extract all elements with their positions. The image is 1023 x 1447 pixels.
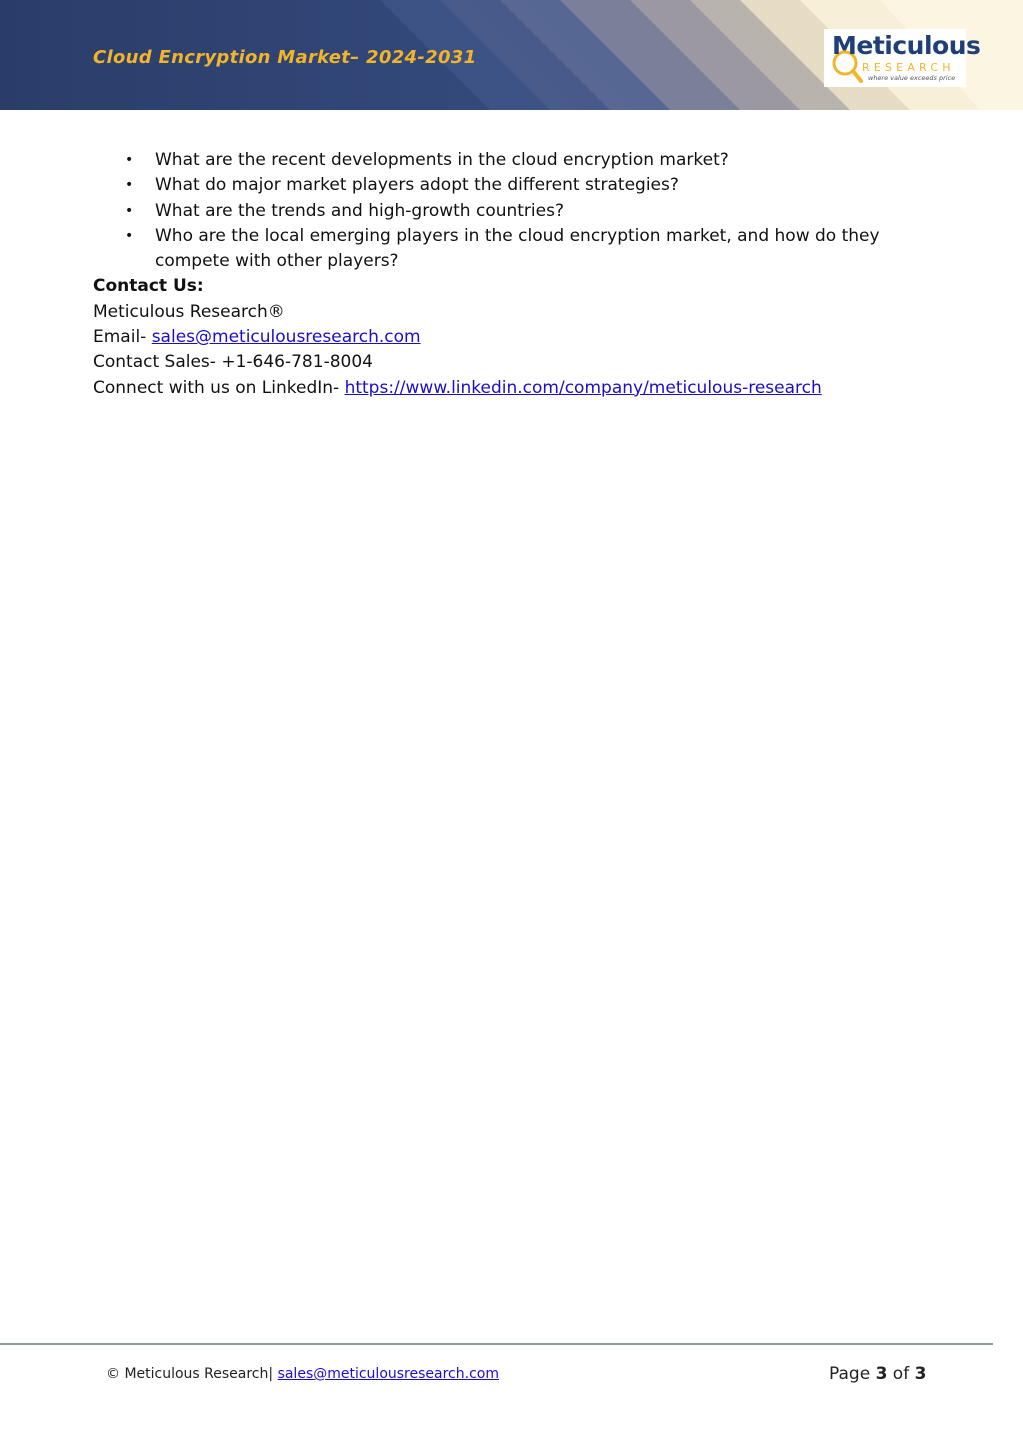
question-list bbox=[93, 148, 933, 274]
page-current: 3 bbox=[875, 1364, 888, 1384]
bullet-icon: • bbox=[125, 227, 134, 244]
of-word: of bbox=[887, 1364, 915, 1384]
question-text: Who are the local emerging players in the cloud encryption market, and how do they compete with other players? bbox=[155, 225, 880, 272]
list-item bbox=[93, 224, 933, 275]
logo-tagline: where value exceeds price bbox=[868, 74, 956, 82]
email-link[interactable]: sales@meticulousresearch.com bbox=[151, 327, 421, 348]
footer-email-link[interactable]: sales@meticulousresearch.com bbox=[277, 1366, 499, 1382]
linkedin-link[interactable]: https://www.linkedin.com/company/meticulous-research bbox=[344, 377, 822, 398]
list-item bbox=[93, 199, 933, 224]
copyright-text: © Meticulous Research| bbox=[106, 1366, 278, 1382]
sales-label: Contact Sales- bbox=[93, 352, 222, 373]
header-banner bbox=[0, 0, 1023, 110]
sales-phone: +1-646-781-8004 bbox=[221, 352, 373, 373]
question-text: What are the recent developments in the cloud encryption market? bbox=[155, 150, 729, 170]
page-content bbox=[93, 148, 933, 401]
contact-heading: Contact Us: bbox=[93, 276, 204, 297]
list-item bbox=[93, 173, 933, 198]
linkedin-label: Connect with us on LinkedIn- bbox=[93, 377, 345, 398]
bullet-icon: • bbox=[125, 177, 134, 194]
page-total: 3 bbox=[914, 1364, 927, 1384]
bullet-icon: • bbox=[125, 202, 134, 219]
report-title: Cloud Encryption Market– 2024-2031 bbox=[93, 47, 477, 68]
linkedin-line bbox=[93, 376, 933, 401]
question-text: What do major market players adopt the different strategies? bbox=[155, 175, 679, 196]
question-text: What are the trends and high-growth countries? bbox=[155, 200, 564, 221]
page-word: Page bbox=[829, 1364, 876, 1384]
logo-wordmark: Meticulous bbox=[832, 31, 981, 60]
logo-subtitle: RESEARCH bbox=[862, 61, 955, 74]
company-name: Meticulous Research® bbox=[93, 301, 285, 322]
sales-line bbox=[93, 350, 933, 375]
bullet-icon: • bbox=[125, 152, 134, 168]
meticulous-research-logo bbox=[824, 29, 981, 87]
email-label: Email- bbox=[93, 327, 152, 348]
list-item bbox=[93, 148, 933, 173]
footer-divider bbox=[0, 1343, 993, 1345]
email-line bbox=[93, 325, 933, 350]
footer-copyright bbox=[106, 1366, 499, 1382]
page-number bbox=[829, 1364, 926, 1384]
